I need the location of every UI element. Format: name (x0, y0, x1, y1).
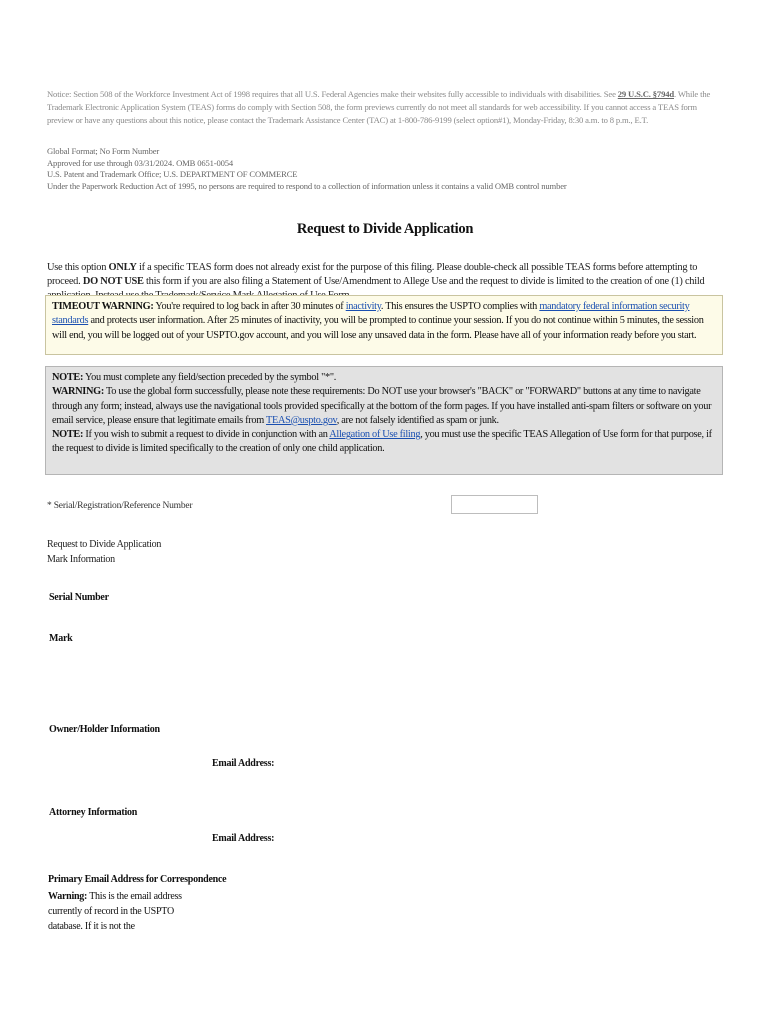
mark-label: Mark (49, 633, 73, 644)
timeout-text-2: . This ensures the USPTO complies with (380, 301, 540, 312)
warning-text-1: To use the global form successfully, please note these requirements: Do NOT use your browser's "BACK" or "FORWARD" buttons at any time to navigate through any form; instead, always use the navigational tools provided specifically at the bottom of the form pages. If you have installed anti-spam filters or software on your email service, please ensure that legitimate emails from (52, 386, 712, 426)
section-mark-information: Mark Information (47, 554, 115, 565)
note-text: You must complete any field/section preceded by the symbol "*". (83, 372, 336, 383)
paperwork-act-line: Under the Paperwork Reduction Act of 1995, no persons are required to respond to a collection of information unless it contains a valid OMB control number (47, 180, 567, 191)
law-reference-link[interactable]: 29 U.S.C. §794d (617, 89, 674, 99)
security-standards-link[interactable]: mandatory federal information security standards (52, 301, 690, 327)
primary-warning-label: Warning: (48, 891, 88, 902)
allegation-of-use-link[interactable]: Allegation of Use filing (329, 429, 421, 441)
section-form-name: Request to Divide Application (47, 539, 162, 550)
note-label: NOTE: (52, 372, 84, 383)
owner-info-label: Owner/Holder Information (49, 724, 160, 735)
timeout-text-3: and protects user information. After 25 minutes of inactivity, you will be prompted to continue your session. If you do not continue within 5 minutes, the session will end, you will be logged out of your USPTO.gov account, and you will lose any unsaved data in the form. Please have all of your information ready before you start. (52, 315, 704, 341)
teas-email-link[interactable]: TEAS@uspto.gov (266, 414, 337, 426)
section-508-notice (47, 88, 723, 127)
notes-box (45, 366, 723, 475)
warning-text-2: , are not falsely identified as spam or junk. (336, 414, 499, 426)
warning-label: WARNING: (52, 386, 104, 398)
omb-approval-line: Approved for use through 03/31/2024. OMB 0651-0054 (47, 157, 234, 168)
intro-text-3: this form if you are also filing a Statement of Use/Amendment to Allege Use and the request to divide is limited to the creation of one (1) child (146, 276, 705, 287)
allegation-note-text-1: If you wish to submit a request to divide in conjunction with an (83, 429, 330, 441)
serial-reference-input[interactable] (451, 495, 538, 514)
primary-email-warning (48, 889, 208, 934)
global-format-line: Global Format; No Form Number (47, 146, 160, 156)
primary-warning-text: This is the email address currently of record in the USPTO database. If it is not the (48, 891, 182, 932)
agency-line: U.S. Patent and Trademark Office; U.S. DEPARTMENT OF COMMERCE (47, 169, 298, 179)
serial-number-label: Serial Number (49, 592, 109, 603)
attorney-email-label: Email Address: (212, 833, 275, 844)
intro-text-2: if a specific TEAS form does not already exist for the purpose of this filing. Please double-check all possible TEAS forms before attempting to proceed. (47, 262, 698, 287)
timeout-warning-box (45, 295, 723, 355)
intro-only-emphasis: ONLY (108, 262, 137, 273)
serial-reference-label: * Serial/Registration/Reference Number (47, 501, 193, 511)
owner-email-label: Email Address: (212, 758, 275, 769)
timeout-warning-label: TIMEOUT WARNING: (52, 301, 154, 312)
intro-do-not-use-emphasis: DO NOT USE (82, 276, 144, 287)
allegation-note-text-2: , you must use the specific TEAS Allegation of Use form for that purpose, if the request to divide is limited specifically to the creation of only one child application. (52, 429, 712, 455)
note-label-2: NOTE: (52, 429, 84, 441)
primary-email-label: Primary Email Address for Correspondence (48, 874, 227, 885)
inactivity-link[interactable]: inactivity (345, 301, 381, 312)
timeout-text-1: You're required to log back in after 30 minutes of (153, 301, 346, 312)
section-heading (47, 537, 161, 567)
notice-text-part2: . While the Trademark Electronic Application System (TEAS) forms do comply with Section 508, the form previews currently do not meet all standards for web accessibility. If you cannot access a TEAS form preview or have any questions about this notice, please contact the Trademark Assistance Center (TAC) at 1-800-786-9199 (select option#1), Monday-Friday, 8:30 a.m. to 8 p.m., E.T. (47, 89, 711, 125)
browser-warning (52, 385, 716, 428)
intro-text-1: Use this option (47, 262, 109, 273)
notice-text-part1: Notice: Section 508 of the Workforce Investment Act of 1998 requires that all U.S. Federal Agencies make their websites fully accessible to individuals with disabilities. See (47, 89, 618, 99)
page-title: Request to Divide Application (296, 221, 474, 237)
form-metadata (47, 146, 567, 192)
attorney-info-label: Attorney Information (49, 807, 138, 818)
required-fields-note (52, 371, 716, 385)
allegation-note (52, 428, 716, 457)
